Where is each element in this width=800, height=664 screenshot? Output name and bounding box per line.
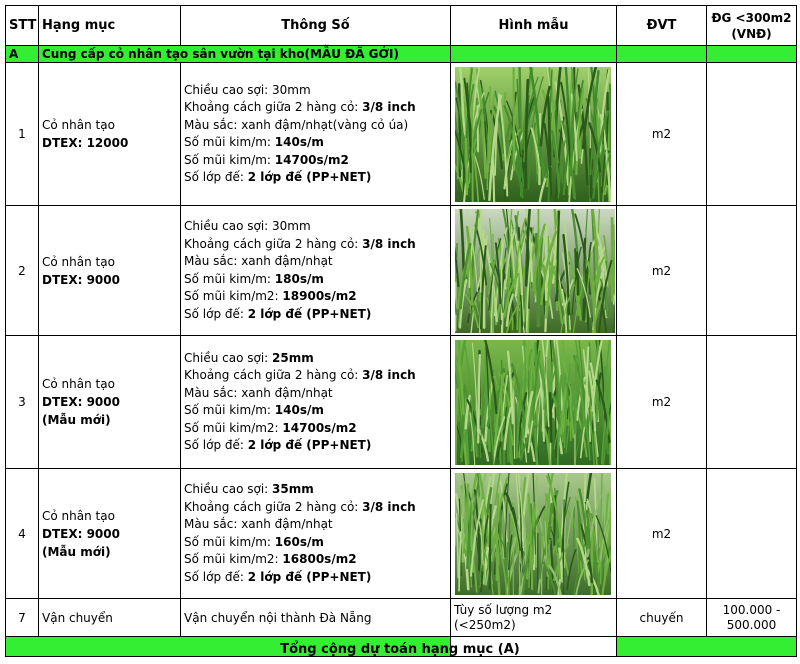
row-stt: 2 (6, 206, 39, 336)
header-price: ĐG <300m2 (VNĐ) (707, 6, 797, 46)
row-image-cell (451, 469, 617, 599)
section-a-title: Cung cấp cỏ nhân tạo sân vườn tại kho(MẪU ĐÃ GỞI) (39, 46, 451, 63)
section-a-code: A (6, 46, 39, 63)
header-image: Hình mẫu (451, 6, 617, 46)
row-stt: 3 (6, 336, 39, 469)
row-qty: Tùy số lượng m2 (<250m2) (451, 599, 617, 637)
table-row (6, 469, 797, 599)
grass-photo-icon (455, 67, 611, 202)
row-note: (Mẫu mới) (42, 413, 111, 427)
row-name: Cỏ nhân tạo (42, 377, 115, 391)
row-stt: 1 (6, 63, 39, 206)
row-stt: 4 (6, 469, 39, 599)
row-name: Cỏ nhân tạo (42, 118, 115, 132)
section-a-row (6, 46, 797, 63)
table-row (6, 599, 797, 637)
row-spec: Chiều cao sợi: 25mm Khoảng cách giữa 2 hàng cỏ: 3/8 inch Màu sắc: xanh đậm/nhạt Số mũi kim/m: 140s/m Số mũi kim/m2: 14700s/m2 Số lớp đế: 2 lớp đế (PP+NET) (181, 336, 451, 469)
header-unit: ĐVT (617, 6, 707, 46)
row-image-cell (451, 63, 617, 206)
row-name: Cỏ nhân tạo (42, 508, 115, 523)
header-row (6, 6, 797, 46)
row-dtex: DTEX: 9000 (42, 272, 120, 287)
header-item: Hạng mục (39, 6, 181, 46)
row-dtex: DTEX: 9000 (42, 526, 120, 541)
row-name: Cỏ nhân tạo (42, 254, 115, 269)
row-price (707, 469, 797, 599)
row-spec: Chiều cao sợi: 35mm Khoảng cách giữa 2 hàng cỏ: 3/8 inch Màu sắc: xanh đậm/nhạt Số mũi kim/m: 160s/m Số mũi kim/m2: 16800s/m2 Số lớp đế: 2 lớp đế (PP+NET) (181, 469, 451, 599)
row-note: (Mẫu mới) (42, 544, 111, 559)
row-unit: m2 (617, 206, 707, 336)
row-name-cell (39, 336, 181, 469)
row-spec: Vận chuyển nội thành Đà Nẵng (181, 599, 451, 637)
row-stt: 7 (6, 599, 39, 637)
table-row (6, 206, 797, 336)
table-row (6, 63, 797, 206)
row-spec: Chiều cao sợi: 30mm Khoảng cách giữa 2 hàng cỏ: 3/8 inch Màu sắc: xanh đậm/nhạt Số mũi kim/m: 180s/m Số mũi kim/m2: 18900s/m2 Số lớp đế: 2 lớp đế (PP+NET) (181, 206, 451, 336)
table-row (6, 336, 797, 469)
row-price (707, 206, 797, 336)
row-image-cell (451, 206, 617, 336)
row-name-cell (39, 206, 181, 336)
row-unit: m2 (617, 336, 707, 469)
total-row (6, 637, 797, 657)
row-price: 100.000 - 500.000 (707, 599, 797, 637)
row-unit: m2 (617, 63, 707, 206)
row-price (707, 63, 797, 206)
row-spec: Chiều cao sợi: 30mm Khoảng cách giữa 2 hàng cỏ: 3/8 inch Màu sắc: xanh đậm/nhạt(vàng cỏ úa) Số mũi kim/m: 140s/m Số mũi kim/m: 14700s/m2 Số lớp đế: 2 lớp đế (PP+NET) (181, 63, 451, 206)
row-unit: m2 (617, 469, 707, 599)
row-dtex: DTEX: 9000 (42, 395, 120, 409)
header-stt: STT (6, 6, 39, 46)
grass-photo-icon (455, 340, 611, 465)
total-label: Tổng cộng dự toán hạng mục (A) (280, 642, 520, 657)
row-name-cell (39, 63, 181, 206)
quotation-table (5, 5, 797, 657)
row-name-cell (39, 469, 181, 599)
header-spec: Thông Số (181, 6, 451, 46)
grass-photo-icon (455, 473, 611, 595)
row-unit: chuyến (617, 599, 707, 637)
row-name: Vận chuyển (39, 599, 181, 637)
row-image-cell (451, 336, 617, 469)
grass-photo-icon (455, 209, 615, 333)
row-price (707, 336, 797, 469)
row-dtex: DTEX: 12000 (42, 136, 129, 150)
